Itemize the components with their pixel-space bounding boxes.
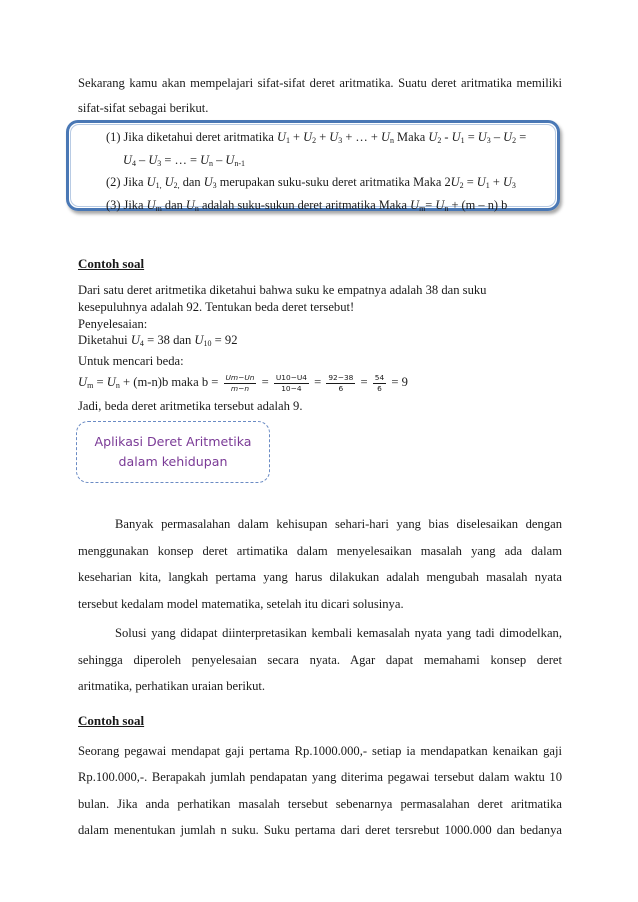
intro-paragraph	[78, 71, 562, 121]
example-1-heading: Contoh soal	[78, 256, 145, 271]
fraction-general: $\frac{Um-Un}{m-n}$	[225, 372, 255, 393]
example-1-line-2: kesepuluhnya adalah 92. Tentukan beda deret tersebut!	[78, 299, 355, 314]
p1-line-2: menggunakan konsep deret artimatika dalam menyelesaikan masalah yang ada dalam	[78, 543, 562, 558]
application-paragraph-1	[78, 511, 562, 617]
example-1-formula: $U_m = U_n + (m-n)b$ maka b = $\frac{Um-Un}{m-n}$ = $\frac{U10-U4}{10-4}$ = $\frac{92-38}{6}$ = $\frac{54}{6}$ = 9	[78, 372, 408, 393]
p1-line-3: keseharian kita, langkah pertama yang harus dilakukan adalah mengubah masalah nyata	[78, 570, 562, 584]
p2-line-3: aritmatika, perhatikan uraian berikut.	[78, 679, 266, 693]
callout-line-1: Aplikasi Deret Aritmetika	[94, 434, 252, 449]
application-callout	[76, 421, 270, 483]
p1-line-1: Banyak permasalahan dalam kehisupan sehari-hari yang bias diselesaikan dengan	[115, 517, 562, 531]
example-2-body	[78, 738, 562, 843]
example-1-line-3: Penyelesaian:	[78, 316, 148, 331]
fraction-substituted: $\frac{U10-U4}{10-4}$	[275, 372, 307, 393]
p2-line-1: Solusi yang didapat diinterpretasikan kembali kemasalah nyata yang tadi dimodelkan,	[115, 626, 562, 640]
example-2-line-3: bulan. Jika anda perhatikan masalah tersebut sebenarnya permasalahan deret aritmatika	[78, 796, 562, 811]
fraction-simplified: $\frac{54}{6}$	[374, 372, 385, 393]
p1-line-4: tersebut kedalam model matematika, setelah itu dicari solusinya.	[78, 596, 404, 611]
fraction-values: $\frac{92-38}{6}$	[328, 372, 354, 393]
properties-list	[106, 128, 526, 218]
property-1-continued: $U_4 - U_3$ = … = $U_n - U_{n-1}$	[123, 152, 246, 168]
intro-line-2: sifat-sifat sebagai berikut.	[78, 101, 209, 115]
example-1-body	[78, 282, 562, 415]
callout-line-2: dalam kehidupan	[118, 454, 228, 469]
example-1-line-1: Dari satu deret aritmetika diketahui bahwa suku ke empatnya adalah 38 dan suku	[78, 283, 487, 297]
example-2-line-1: Seorang pegawai mendapat gaji pertama Rp.1000.000,- setiap ia mendapatkan kenaikan gaji	[78, 744, 562, 758]
example-2-heading: Contoh soal	[78, 713, 145, 728]
example-1-line-5: Untuk mencari beda:	[78, 354, 184, 369]
property-1: (1) Jika diketahui deret aritmatika $U_1 + U_2 + U_3$ + … + $U_n$ Maka $U_2 - U_1 = U_3 - U_2$ =	[106, 130, 527, 145]
intro-line-1: Sekarang kamu akan mempelajari sifat-sifat deret aritmatika. Suatu deret aritmatika memiliki	[78, 76, 562, 90]
example-1-conclusion: Jadi, beda deret aritmetika tersebut adalah 9.	[78, 398, 303, 413]
example-2-line-2: Rp.100.000,-. Berapakah jumlah pendapatan yang diterima pegawai tersebut dalam waktu 10	[78, 770, 562, 785]
application-paragraph-2	[78, 620, 562, 700]
example-2-line-4: dalam menentukan jumlah n suku. Suku pertama dari deret tersrebut 1000.000 dan bedanya	[78, 822, 562, 837]
property-3: (3) Jika $U_m$ dan $U_n$ adalah suku-sukun deret aritmatika Maka $U_m= U_n + (m - n)$ b	[106, 197, 508, 213]
example-1-line-4: Diketahui $U_4 = 38$ dan $U_{10} = 92$	[78, 333, 238, 349]
p2-line-2: sehingga diperoleh penyelesaian secara nyata. Agar dapat memahami konsep deret	[78, 652, 562, 667]
property-2: (2) Jika $U_{1,}$ $U_{2,}$ dan $U_3$ merupakan suku-suku deret aritmatika Maka $2U_2 = U_1 + U_3$	[106, 175, 516, 190]
